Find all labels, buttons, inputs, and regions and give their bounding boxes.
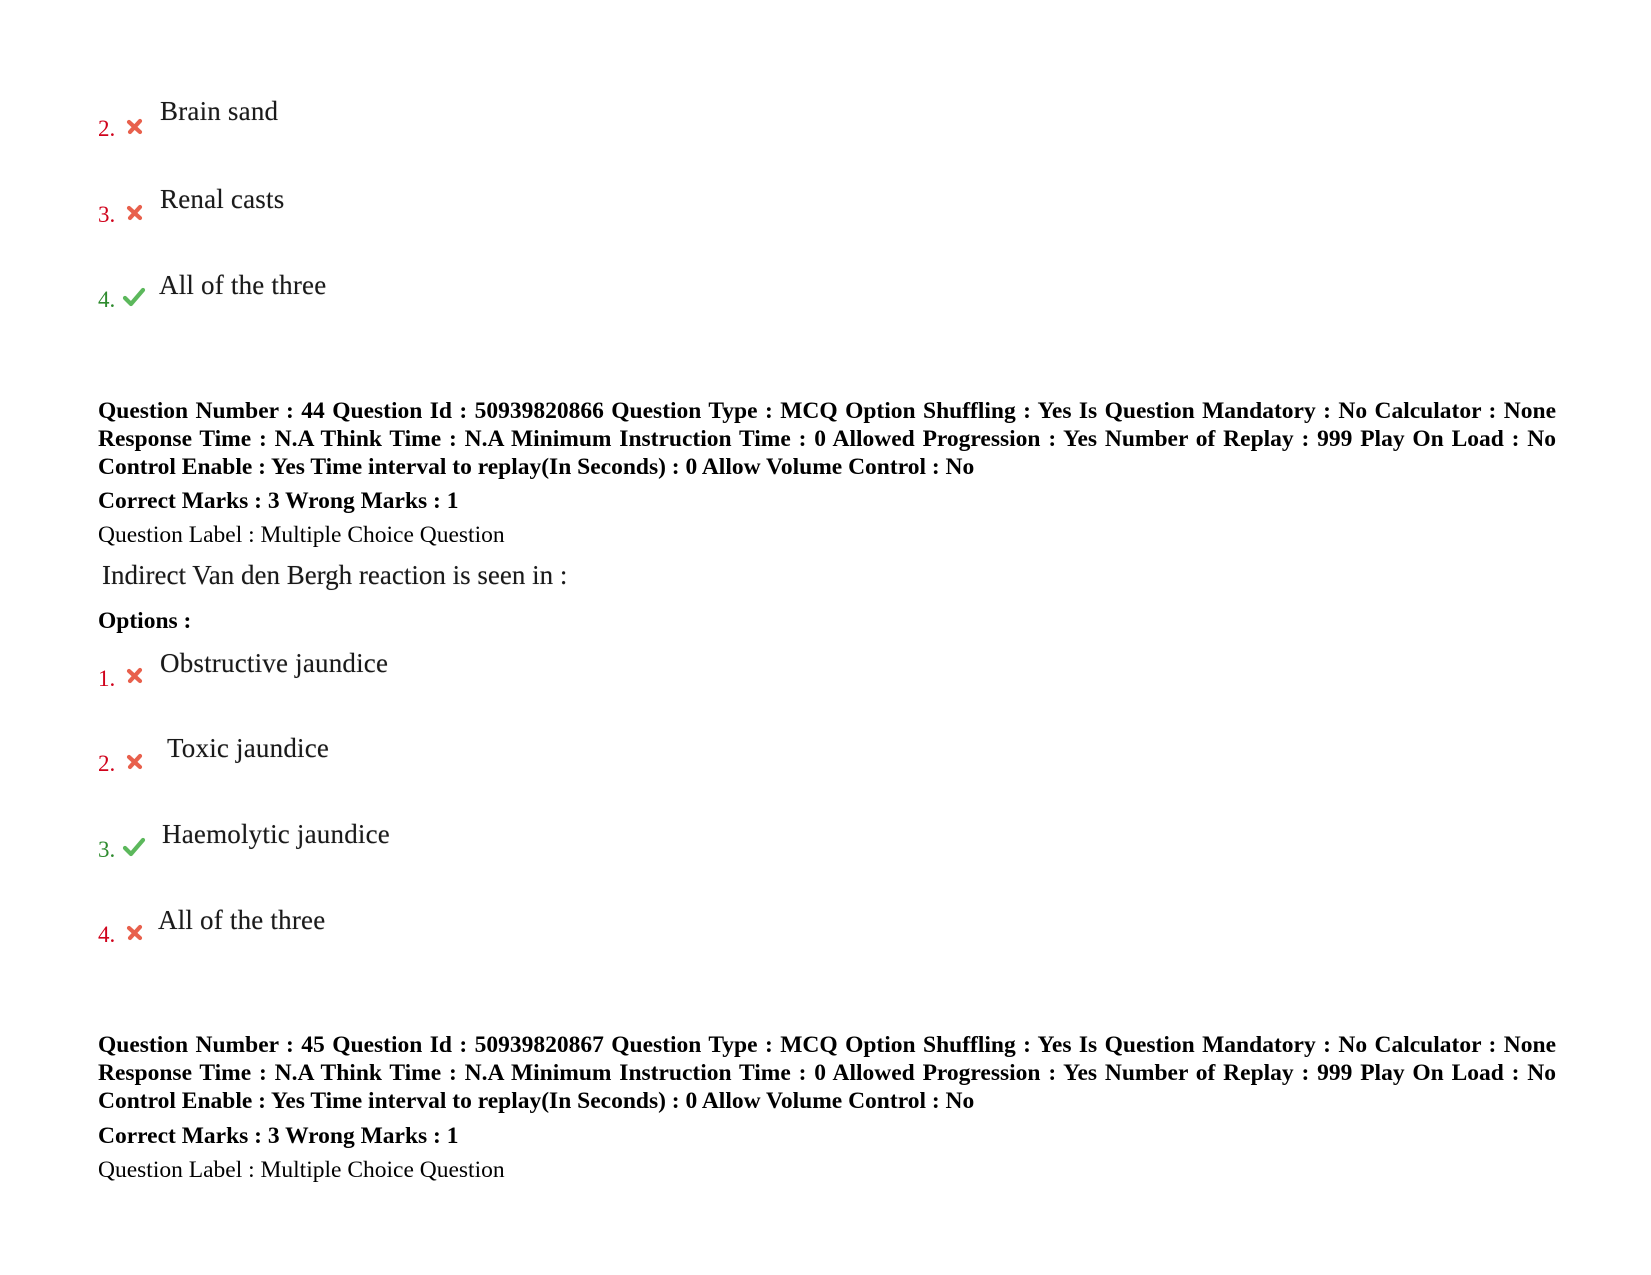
cross-icon (125, 203, 145, 223)
question-45-marks: Correct Marks : 3 Wrong Marks : 1 (98, 1123, 459, 1149)
option-number: 1. (98, 666, 116, 691)
cross-icon (125, 117, 145, 137)
option-text: Haemolytic jaundice (162, 819, 390, 849)
question-44-meta: Question Number : 44 Question Id : 50939820866 Question Type : MCQ Option Shuffling : Yes Is Question Mandatory : No Calculator : None Response Time : N.A Think Time : N.A Minimum Instruction Time : 0 Allowed Progression : Yes Number of Replay : 999 Play On Load : No Control Enable : Yes Time interval to replay(In Seconds) : 0 Allow Volume Control : No (98, 398, 1556, 480)
cross-icon (125, 923, 145, 943)
option-number: 4. (98, 287, 116, 312)
question-44-label: Question Label : Multiple Choice Question (98, 522, 505, 548)
question-44-marks: Correct Marks : 3 Wrong Marks : 1 (98, 488, 459, 514)
option-number: 2. (98, 751, 116, 776)
option-text: Renal casts (160, 184, 285, 214)
option-text: All of the three (158, 905, 326, 935)
question-44-options-heading: Options : (98, 608, 192, 634)
check-icon (122, 836, 146, 858)
option-number: 3. (98, 202, 116, 227)
option-text: All of the three (159, 270, 327, 300)
question-44-text: Indirect Van den Bergh reaction is seen in : (102, 560, 568, 590)
cross-icon (125, 666, 145, 686)
option-number: 2. (98, 116, 116, 141)
question-45-meta: Question Number : 45 Question Id : 50939820867 Question Type : MCQ Option Shuffling : Yes Is Question Mandatory : No Calculator : None Response Time : N.A Think Time : N.A Minimum Instruction Time : 0 Allowed Progression : Yes Number of Replay : 999 Play On Load : No Control Enable : Yes Time interval to replay(In Seconds) : 0 Allow Volume Control : No (98, 1032, 1556, 1114)
option-number: 4. (98, 922, 116, 947)
option-text: Toxic jaundice (167, 733, 330, 763)
option-number: 3. (98, 837, 116, 862)
cross-icon (125, 752, 145, 772)
option-text: Obstructive jaundice (160, 648, 389, 678)
option-text: Brain sand (160, 96, 279, 126)
check-icon (122, 286, 146, 308)
question-45-label: Question Label : Multiple Choice Question (98, 1157, 505, 1183)
